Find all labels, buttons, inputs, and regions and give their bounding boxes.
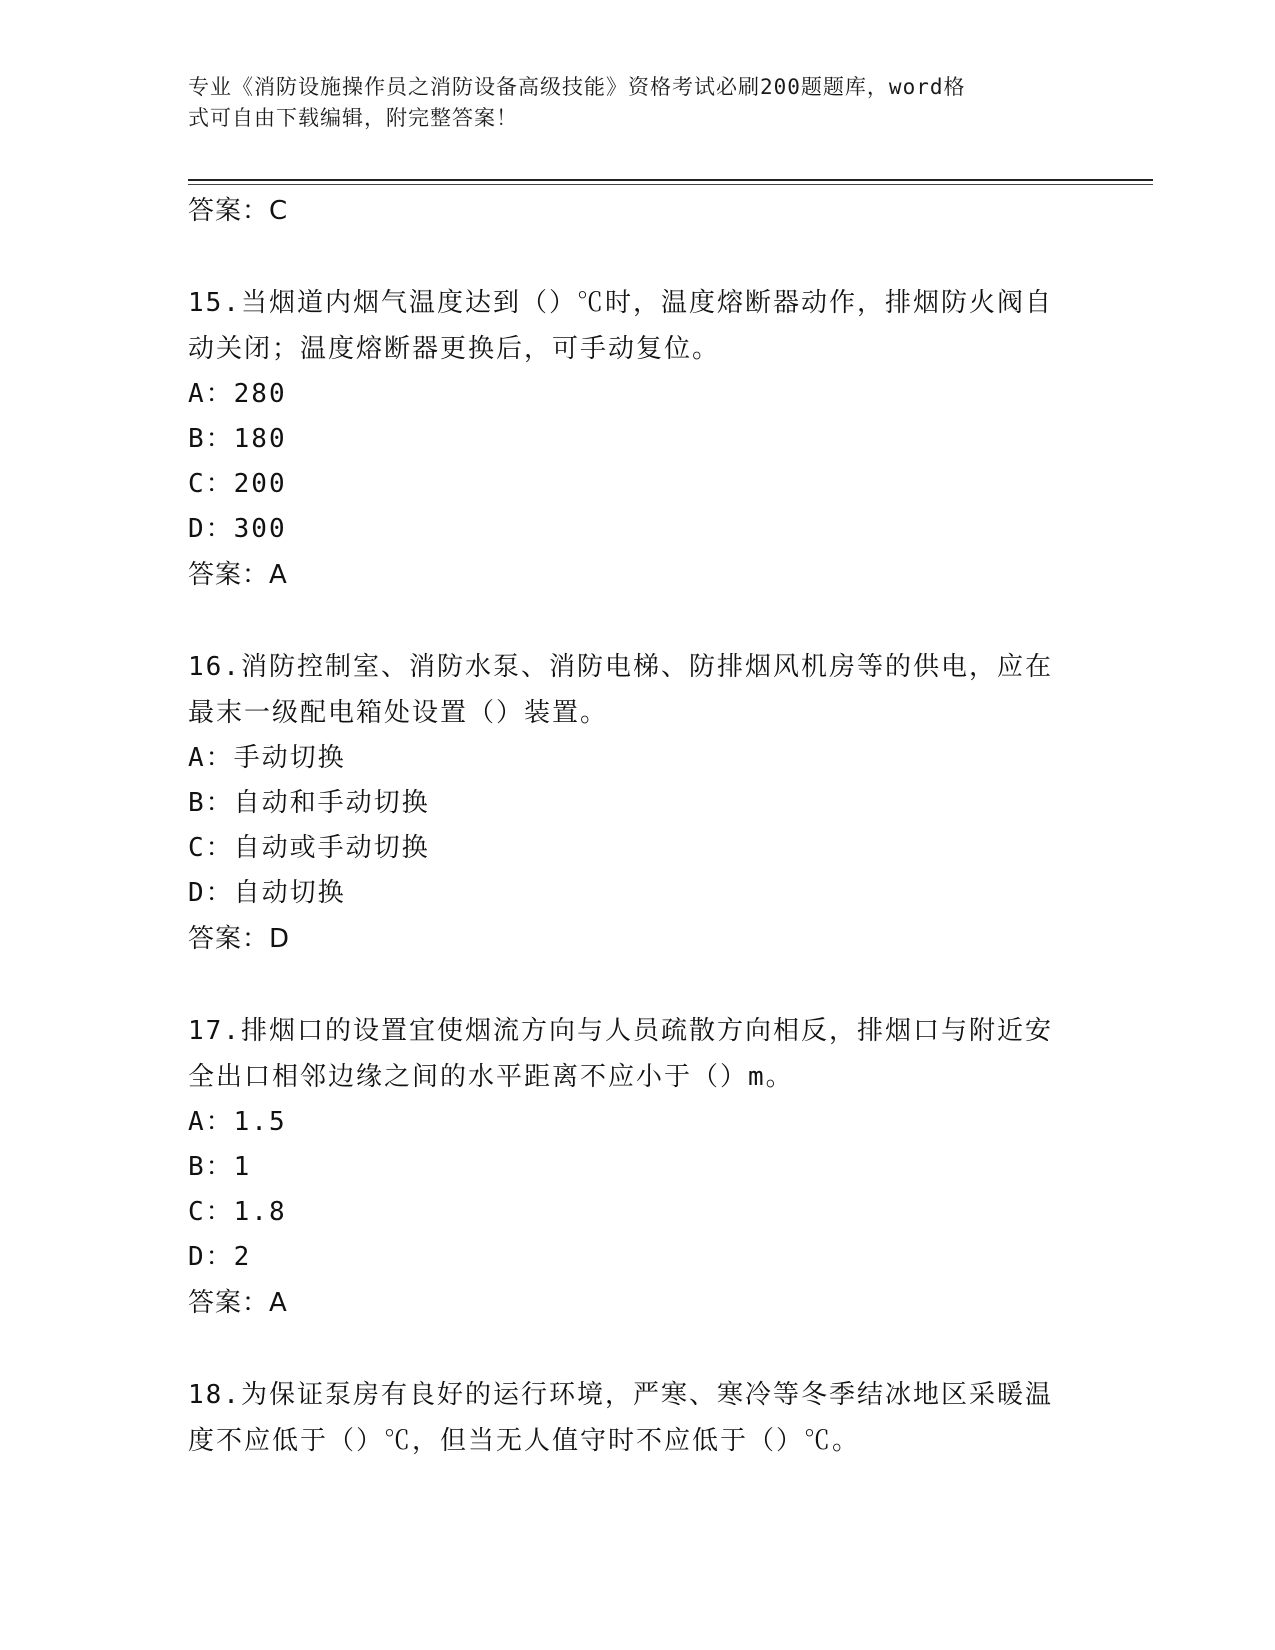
option-a: A：手动切换 <box>188 743 346 773</box>
question-block <box>188 280 1088 598</box>
question-line: 18.为保证泵房有良好的运行环境，严寒、寒冷等冬季结冰地区采暖温 <box>188 1380 1053 1410</box>
question-line: 17.排烟口的设置宜使烟流方向与人员疏散方向相反，排烟口与附近安 <box>188 1016 1053 1046</box>
option-c: C：自动或手动切换 <box>188 833 430 863</box>
header-line-2: 式可自由下载编辑，附完整答案！ <box>188 106 518 130</box>
question-text <box>188 280 1088 372</box>
option-c: C：200 <box>188 469 287 499</box>
answer: 答案：A <box>188 560 288 590</box>
header-line-1: 专业《消防设施操作员之消防设备高级技能》资格考试必刷200题题库，word格 <box>188 75 966 99</box>
question-block <box>188 1008 1088 1326</box>
question-text <box>188 1372 1088 1464</box>
question-block <box>188 1372 1088 1464</box>
header-divider-thin <box>188 184 1153 185</box>
option-d: D：自动切换 <box>188 878 346 908</box>
question-line: 16.消防控制室、消防水泵、消防电梯、防排烟风机房等的供电，应在 <box>188 652 1053 682</box>
option-d: D：2 <box>188 1242 252 1272</box>
answer: 答案：D <box>188 924 291 954</box>
option-b: B：1 <box>188 1152 252 1182</box>
question-line: 度不应低于（）℃，但当无人值守时不应低于（）℃。 <box>188 1426 861 1456</box>
option-a: A：1.5 <box>188 1107 287 1137</box>
option-d: D：300 <box>188 514 287 544</box>
option-a: A：280 <box>188 379 287 409</box>
question-line: 动关闭；温度熔断器更换后，可手动复位。 <box>188 334 721 364</box>
question-text <box>188 644 1088 736</box>
answer: 答案：A <box>188 1288 288 1318</box>
question-line: 全出口相邻边缘之间的水平距离不应小于（）m。 <box>188 1062 794 1092</box>
header-divider-thick <box>188 179 1153 181</box>
question-line: 15.当烟道内烟气温度达到（）℃时，温度熔断器动作，排烟防火阀自 <box>188 288 1053 318</box>
document-header <box>188 72 1068 134</box>
question-list <box>188 188 1088 1464</box>
option-b: B：180 <box>188 424 287 454</box>
question-line: 最末一级配电箱处设置（）装置。 <box>188 698 609 728</box>
option-b: B：自动和手动切换 <box>188 788 430 818</box>
option-c: C：1.8 <box>188 1197 287 1227</box>
previous-answer: 答案：C <box>188 196 289 226</box>
question-block <box>188 644 1088 962</box>
question-text <box>188 1008 1088 1100</box>
